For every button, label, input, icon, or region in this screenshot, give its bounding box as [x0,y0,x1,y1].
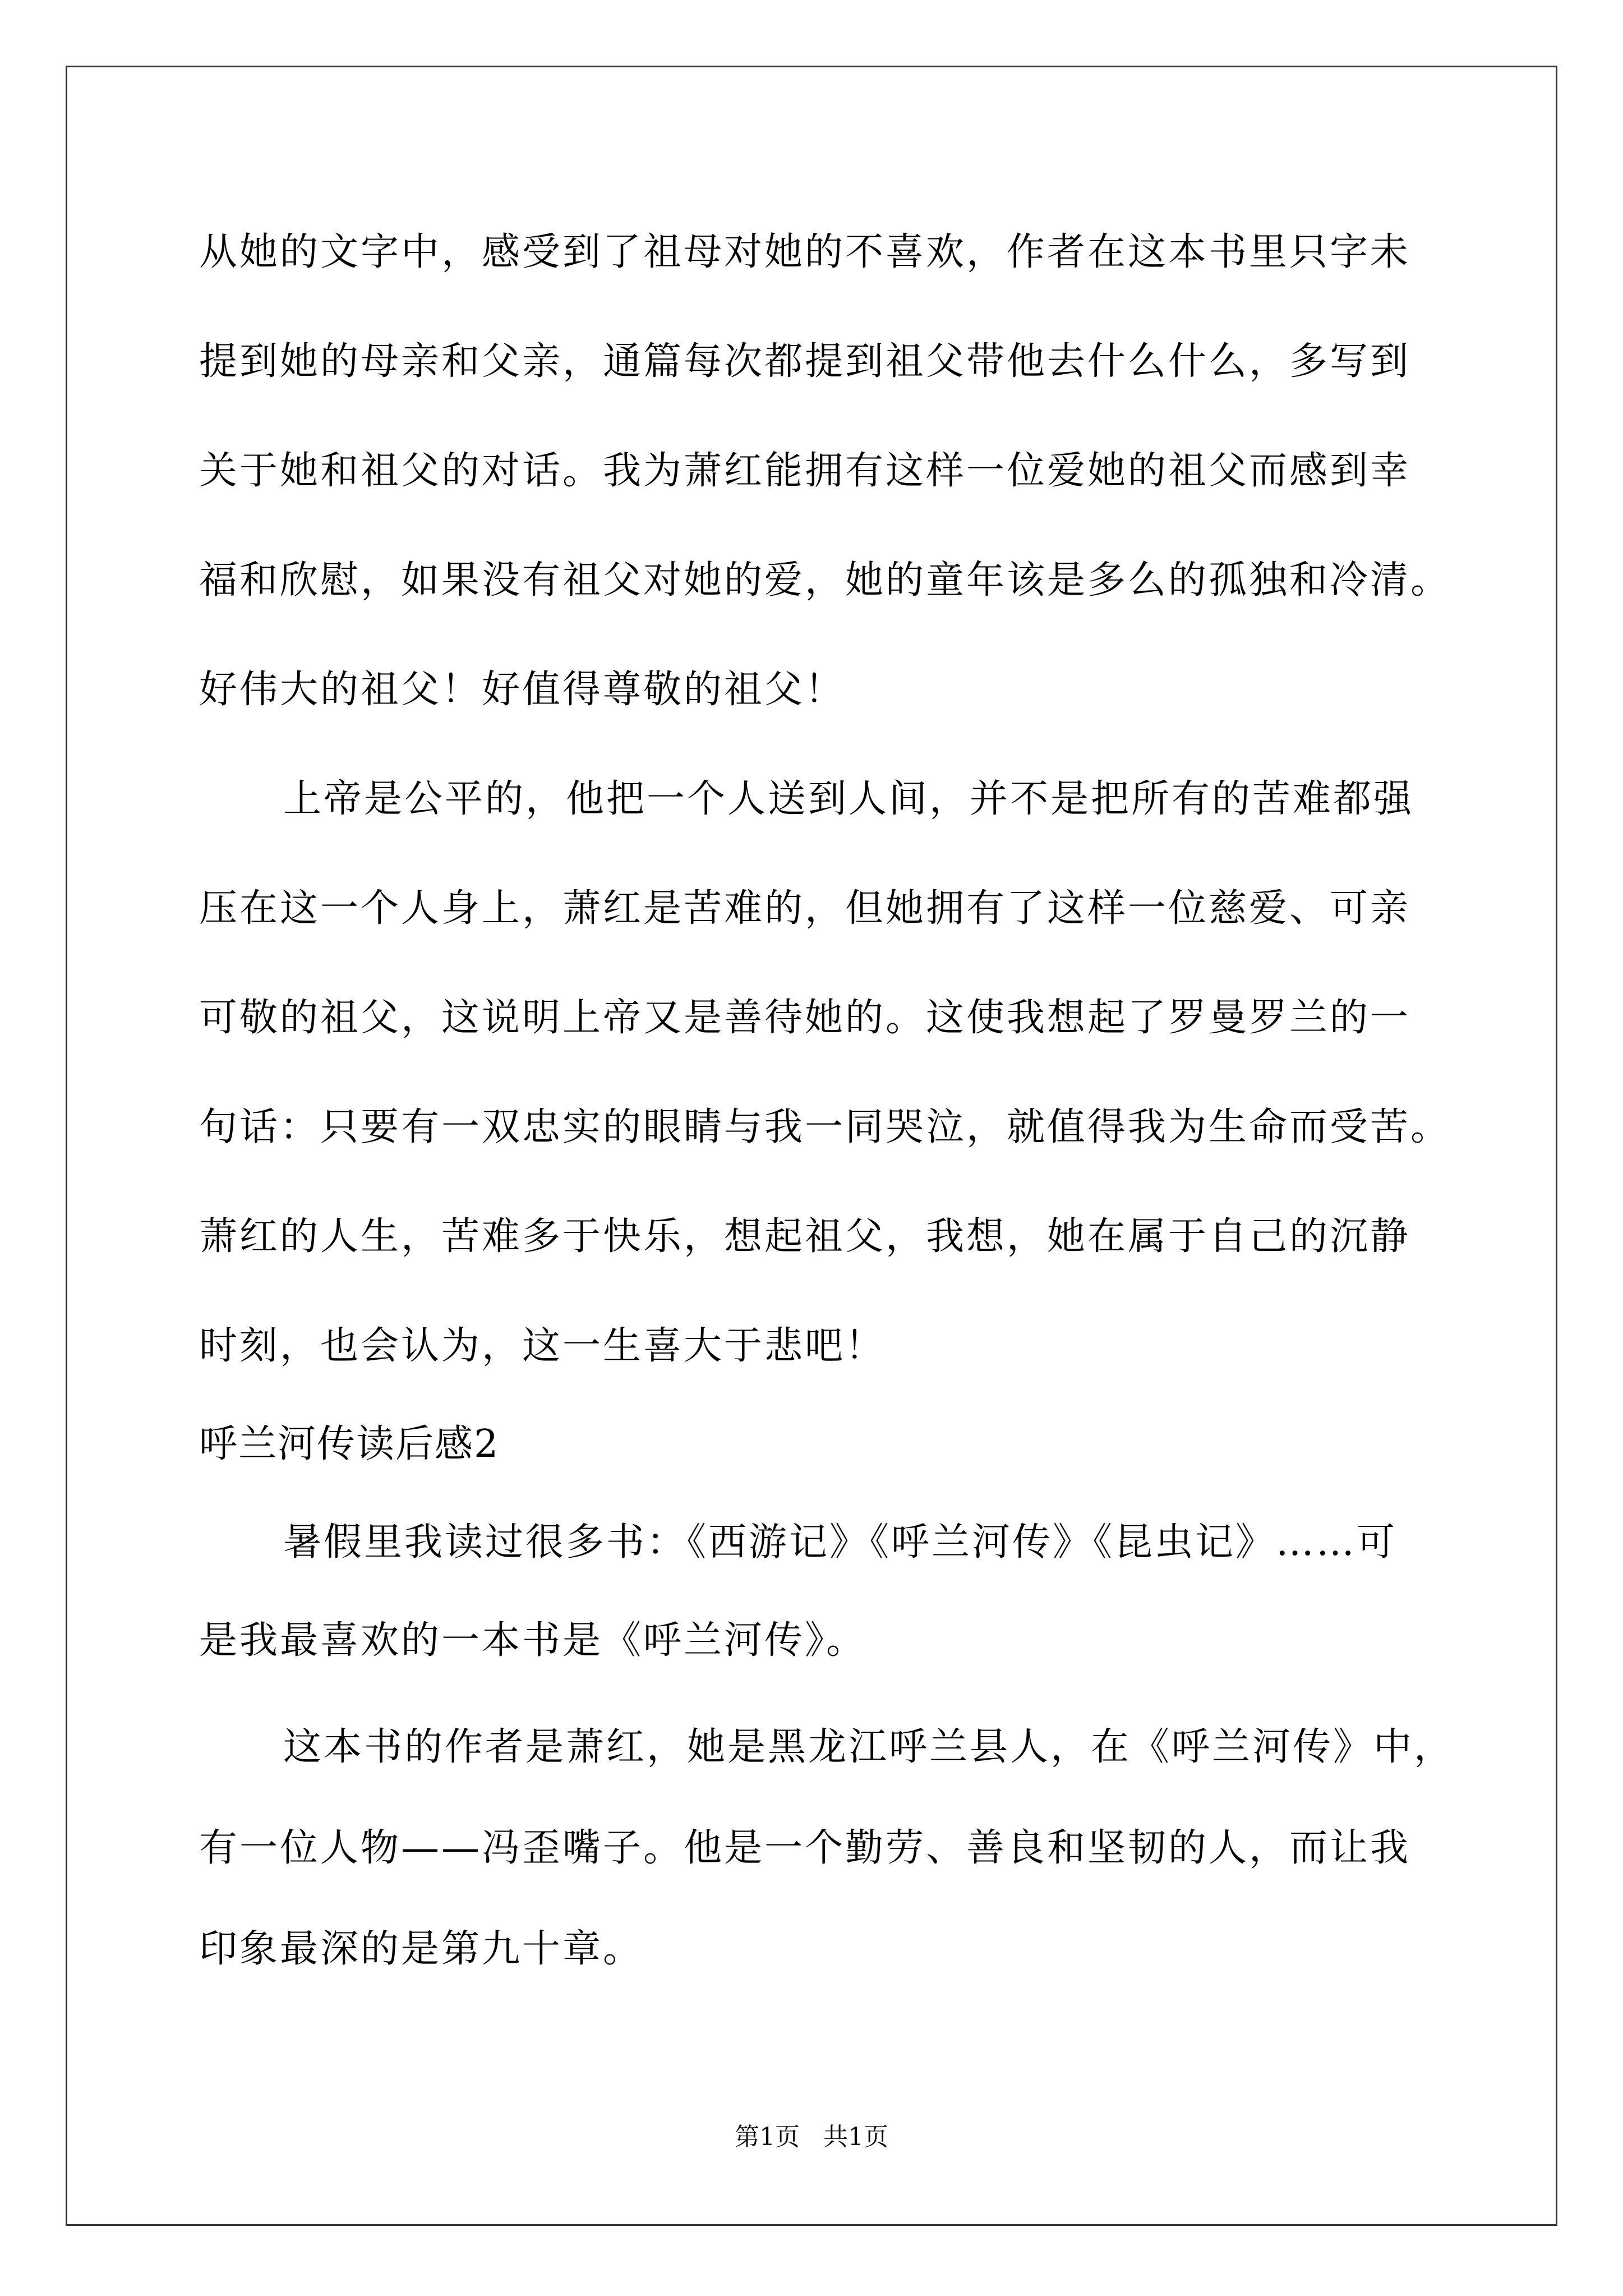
paragraph-line: 暑假里我读过很多书：《西游记》《呼兰河传》《昆虫记》……可 [283,1520,1398,1565]
paragraph-line: 上帝是公平的，他把一个人送到人间，并不是把所有的苦难都强 [283,777,1414,821]
paragraph-line: 是我最喜欢的一本书是《呼兰河传》。 [199,1618,867,1663]
paragraph-line: 可敬的祖父，这说明上帝又是善待她的。这使我想起了罗曼罗兰的一 [199,996,1411,1040]
section-heading: 呼兰河传读后感2 [199,1422,500,1466]
paragraph-line: 印象最深的是第九十章。 [199,1927,644,1971]
paragraph-line: 时刻，也会认为，这一生喜大于悲吧！ [199,1324,886,1368]
paragraph-line: 好伟大的祖父！好值得尊敬的祖父！ [199,668,846,712]
paragraph-line: 压在这一个人身上，萧红是苦难的，但她拥有了这样一位慈爱、可亲 [199,886,1411,931]
paragraph-line: 句话：只要有一双忠实的眼睛与我一同哭泣，就值得我为生命而受苦。 [199,1105,1451,1149]
paragraph-line: 萧红的人生，苦难多于快乐，想起祖父，我想，她在属于自己的沉静 [199,1214,1411,1259]
paragraph-line: 提到她的母亲和父亲，通篇每次都提到祖父带他去什么什么，多写到 [199,339,1411,384]
paragraph-line: 有一位人物——冯歪嘴子。他是一个勤劳、善良和坚韧的人，而让我 [199,1826,1411,1870]
paragraph-line: 福和欣慰，如果没有祖父对她的爱，她的童年该是多么的孤独和冷清。 [199,558,1451,602]
page-footer: 第1页 共1页 [735,2123,888,2151]
paragraph-line: 这本书的作者是萧红，她是黑龙江呼兰县人，在《呼兰河传》中， [283,1725,1455,1769]
paragraph-line: 从她的文字中，感受到了祖母对她的不喜欢，作者在这本书里只字未 [199,230,1411,274]
paragraph-line: 关于她和祖父的对话。我为萧红能拥有这样一位爱她的祖父而感到幸 [199,449,1411,493]
